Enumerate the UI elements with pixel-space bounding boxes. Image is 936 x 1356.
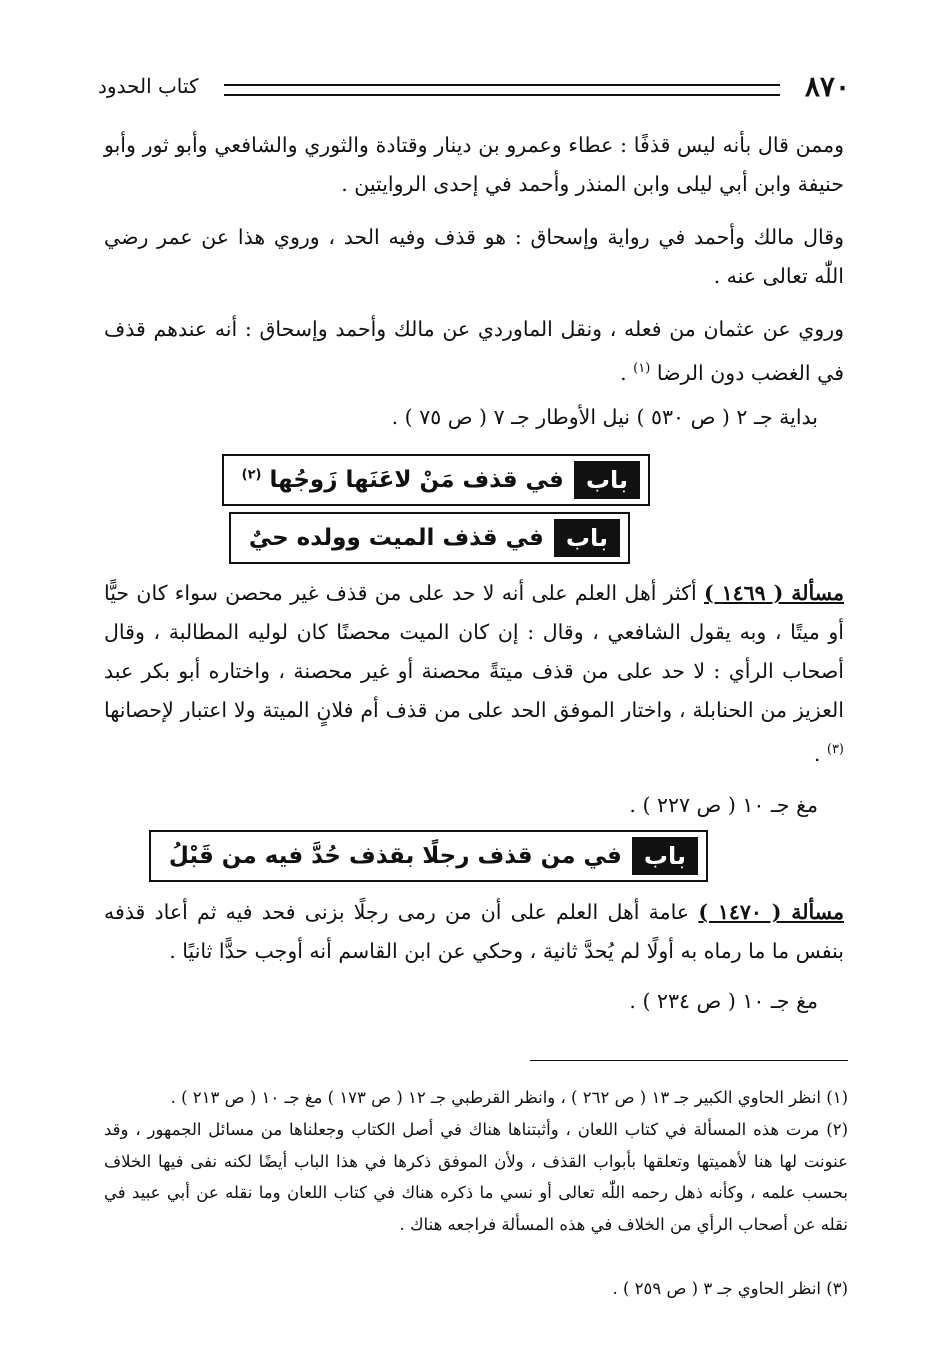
footnote-separator <box>530 1060 848 1061</box>
masala-number: مسألة ( ١٤٦٩ ) <box>704 581 844 605</box>
page-number: ٨٧٠ <box>804 70 850 103</box>
footnote-marker[interactable]: (١) <box>633 361 651 376</box>
paragraph: وممن قال بأنه ليس قذفًا : عطاء وعمرو بن دينار وقتادة والثوري والشافعي وأبو ثور وأبو حنيفة وابن أبي ليلى وابن المنذر وأحمد في إحدى الروايتين . <box>104 133 844 196</box>
reference-line: بداية جـ ٢ ( ص ٥٣٠ ) نيل الأوطار جـ ٧ ( ص ٧٥ ) . <box>391 405 818 429</box>
paragraph-text: أكثر أهل العلم على أنه لا حد على من قذف غير محصن سواء كان حيًّا أو ميتًا ، وبه يقول الشافعي ، وقال : إن كان الميت محصنًا كان لوليه المطالبة ، وقال أصحاب الرأي : لا حد على من قذف ميتةً محصنة أو غير محصنة ، واختاره أبو بكر عبد العزيز من الحنابلة ، واختار الموفق الحد على من قذف أم فلانٍ الميتة ولا اعتبار لإحصانها <box>104 581 844 722</box>
paragraph: وروي عن عثمان من فعله ، ونقل الماوردي عن مالك وأحمد وإسحاق : أنه عندهم قذف في الغضب دون الرضا $^{(١)}$ . <box>104 317 844 385</box>
header-double-rule <box>224 84 780 96</box>
heading-tag: باب <box>632 837 698 875</box>
heading-text: في قذف الميت وولده حيٌ <box>248 525 544 551</box>
paragraph-text: وروي عن عثمان من فعله ، ونقل الماوردي عن مالك وأحمد وإسحاق : أنه عندهم قذف في الغضب دون الرضا <box>104 317 844 385</box>
section-heading <box>222 454 650 506</box>
footnote: (٣) انظر الحاوي جـ ٣ ( ص ٢٥٩ ) . <box>612 1279 848 1298</box>
masala-paragraph: مسألة ( ١٤٦٩ ) أكثر أهل العلم على أنه لا حد على من قذف غير محصن سواء كان حيًّا أو ميتًا ، وبه يقول الشافعي ، وقال : إن كان الميت محصنًا كان لوليه المطالبة ، وقال أصحاب الرأي : لا حد على من قذف ميتةً محصنة أو غير محصنة ، واختاره أبو بكر عبد العزيز من الحنابلة ، واختار الموفق الحد على من قذف أم فلانٍ الميتة ولا اعتبار لإحصانها $^{(٣)}$ . <box>104 581 844 766</box>
footnote-marker[interactable]: (٣) <box>826 742 844 757</box>
footnote-marker[interactable]: (٢) <box>241 467 262 483</box>
paragraph-text: عامة أهل العلم على أن من رمى رجلًا بزنى فحد فيه ثم أعاد قذفه بنفس ما ما رماه به أولًا لم يُحدَّ ثانية ، وحكي عن ابن القاسم أنه أوجب حدًّا ثانيًا . <box>104 900 844 963</box>
section-heading <box>149 830 708 882</box>
paragraph: وقال مالك وأحمد في رواية وإسحاق : هو قذف وفيه الحد ، وروي هذا عن عمر رضي اللّٰه تعالى عنه . <box>104 225 844 288</box>
reference-line: مغ جـ ١٠ ( ص ٢٢٧ ) . <box>629 793 818 817</box>
masala-number: مسألة ( ١٤٧٠ ) <box>698 900 844 924</box>
reference-line: مغ جـ ١٠ ( ص ٢٣٤ ) . <box>629 989 818 1013</box>
heading-tag: باب <box>574 461 640 499</box>
section-heading <box>229 512 630 564</box>
heading-text: في قذف مَنْ لاعَنَها زَوجُها $^{(٢)}$ <box>241 467 564 493</box>
running-title: كتاب الحدود <box>98 74 199 98</box>
heading-text: في من قذف رجلًا بقذف حُدَّ فيه من قَبْلُ <box>168 843 622 869</box>
heading-tag: باب <box>554 519 620 557</box>
page-header <box>98 70 850 110</box>
masala-paragraph <box>104 893 844 971</box>
footnote: (٢) مرت هذه المسألة في كتاب اللعان ، وأثبتناها هناك في أصل الكتاب وجعلناها من مسائل الجمهور ، وقد عنونت لها هنا لأهميتها وتعلقها بأبواب القذف ، ولأن الموفق ذكرها في هذا الباب أيضًا لكنه نفى فيها الخلاف بحسب علمه ، وكأنه ذهل رحمه اللّٰه تعالى أو نسي ما ذكره هناك في كتاب اللعان وما نقله عن أبي عبيد في نقله عن أصحاب الرأي من الخلاف في هذه المسألة فراجعه هناك . <box>104 1120 848 1234</box>
footnote: (١) انظر الحاوي الكبير جـ ١٣ ( ص ٢٦٢ ) ، وانظر القرطبي جـ ١٢ ( ص ١٧٣ ) مغ جـ ١٠ ( ص ٢١٣ ) . <box>170 1088 848 1107</box>
